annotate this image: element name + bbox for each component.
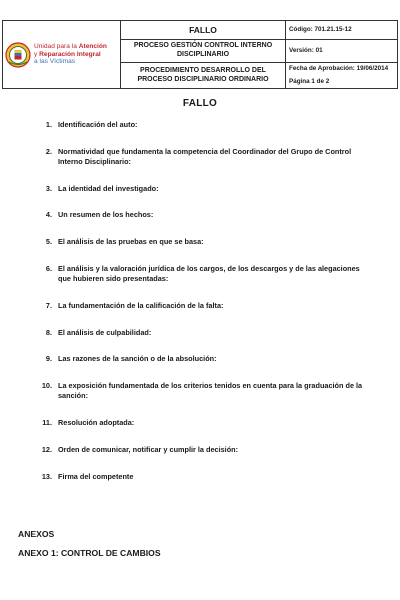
list-item (36, 147, 366, 167)
logo-line1-prefix: Unidad para la (34, 43, 79, 51)
colombia-seal-icon (5, 42, 31, 68)
item-number: 13. (41, 471, 52, 481)
list-item (36, 445, 366, 455)
logo-line1-emph: Atención (78, 43, 107, 51)
list-item (36, 120, 366, 130)
list-item (36, 381, 366, 401)
item-text: Identificación del auto: (58, 120, 138, 129)
unit-logo (5, 42, 118, 68)
item-text: El análisis de las pruebas en que se basa: (58, 237, 204, 247)
item-number: 5. (45, 237, 52, 247)
process-cell: PROCESO GESTIÓN CONTROL INTERNO DISCIPLINARIO (121, 40, 286, 63)
item-number: 6. (45, 264, 52, 274)
page-number: Página 1 de 2 (289, 78, 330, 85)
item-number: 4. (45, 210, 52, 220)
anexos-heading: ANEXOS (18, 529, 55, 539)
list-item (36, 237, 366, 247)
list-item (36, 472, 366, 482)
item-text: El análisis de culpabilidad: (58, 327, 152, 337)
fallo-items-list (36, 120, 366, 482)
item-text: Las razones de la sanción o de la absolución: (58, 354, 217, 364)
approval-date: Fecha de Aprobación: 19/06/2014 (289, 65, 389, 73)
page-title: FALLO (182, 98, 218, 109)
item-number: 3. (45, 183, 52, 193)
item-text: Orden de comunicar, notificar y cumplir la decisión: (58, 444, 239, 454)
anexo1-heading: ANEXO 1: CONTROL DE CAMBIOS (18, 548, 161, 558)
document-header (2, 20, 398, 89)
item-text: Un resumen de los hechos: (58, 210, 154, 220)
logo-cell (3, 21, 121, 89)
approval-page-cell (286, 63, 398, 89)
logo-line3: a las Víctimas (34, 58, 76, 66)
item-text: Resolución adoptada: (58, 417, 135, 427)
item-text: La identidad del investigado: (58, 183, 159, 193)
item-text: La exposición fundamentada de los criterios tenidos en cuenta para la graduación de la sanción: (58, 381, 363, 401)
list-item (36, 184, 366, 194)
list-item (36, 328, 366, 338)
list-item (36, 264, 366, 284)
item-text: Normatividad que fundamenta la competencia del Coordinador del Grupo de Control Interno Disciplinario: (58, 146, 352, 166)
code-cell: Código: 701.21.15-12 (286, 21, 398, 40)
item-number: 7. (45, 300, 52, 310)
list-item (36, 354, 366, 364)
item-number: 12. (41, 444, 52, 454)
doc-type-cell: FALLO (121, 21, 286, 40)
list-item (36, 210, 366, 220)
item-number: 8. (45, 327, 52, 337)
logo-line2-prefix: y (34, 50, 40, 58)
item-number: 11. (42, 417, 52, 427)
procedure-cell: PROCEDIMIENTO DESARROLLO DEL PROCESO DISCIPLINARIO ORDINARIO (121, 63, 286, 89)
list-item (36, 418, 366, 428)
item-text: Firma del competente (58, 471, 134, 481)
item-number: 2. (45, 146, 52, 156)
item-number: 9. (45, 354, 52, 364)
item-number: 10. (41, 381, 52, 391)
version-cell: Versión: 01 (286, 40, 398, 63)
item-text: El análisis y la valoración jurídica de los cargos, de los descargos y de las alegaciones que hubieren sido presentadas: (58, 264, 360, 283)
logo-line2-emph: Reparación Integral (39, 50, 101, 58)
item-text: La fundamentación de la calificación de la falta: (58, 300, 224, 310)
list-item (36, 301, 366, 311)
item-number: 1. (45, 120, 52, 129)
